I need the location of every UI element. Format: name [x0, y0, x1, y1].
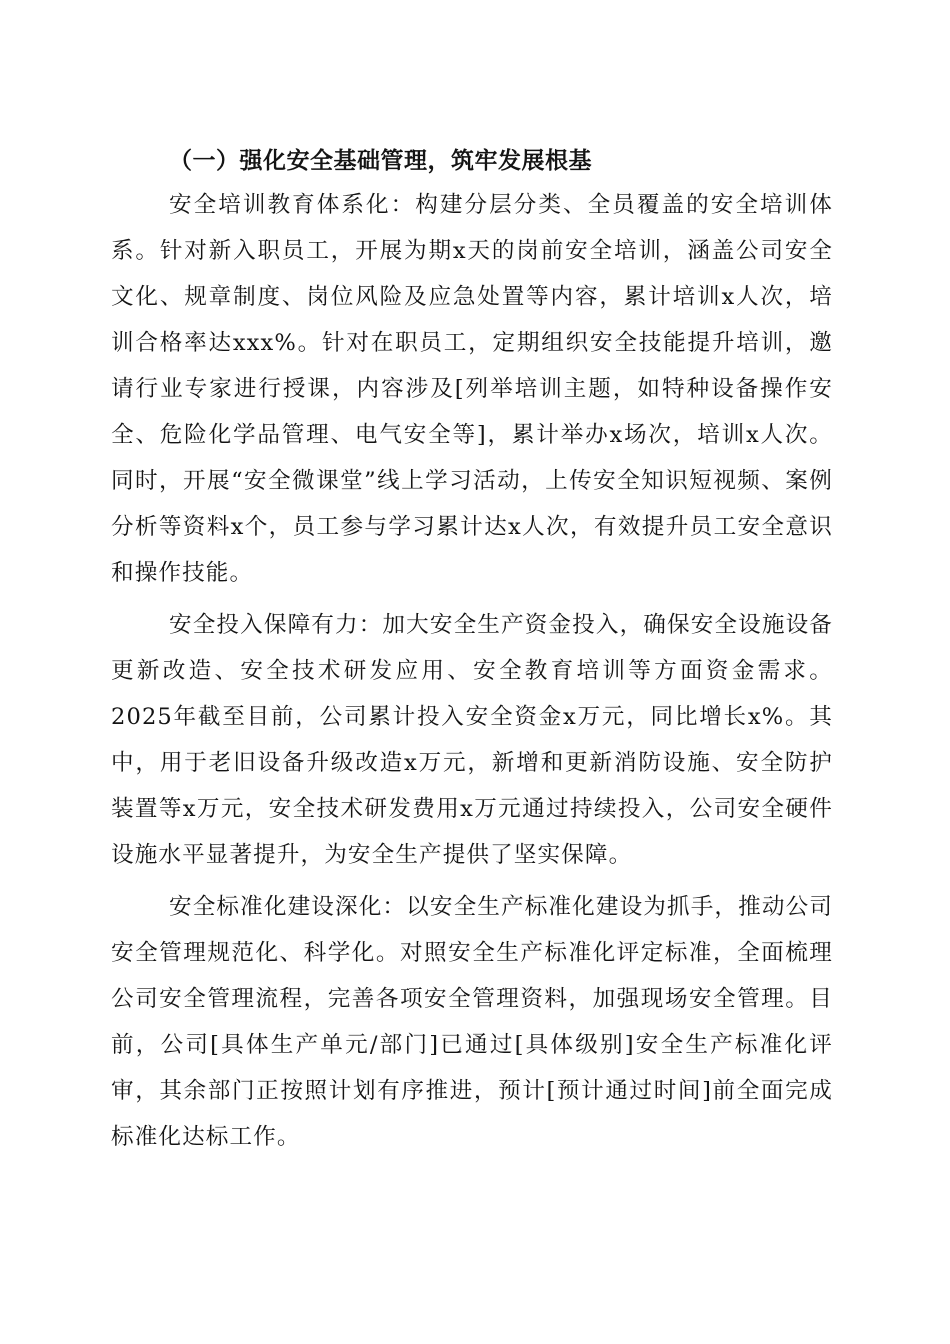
paragraph-safety-investment: 安全投入保障有力：加大安全生产资金投入，确保安全设施设备更新改造、安全技术研发应用、安全教育培训等方面资金需求。2025年截至目前，公司累计投入安全资金x万元，同比增长x%。其中，用于老旧设备升级改造x万元，新增和更新消防设施、安全防护装置等x万元，安全技术研发费用x万元通过持续投入，公司安全硬件设施水平显著提升，为安全生产提供了坚实保障。 — [111, 612, 833, 868]
document-body — [111, 143, 833, 1160]
section-heading: （一）强化安全基础管理，筑牢发展根基 — [169, 147, 592, 174]
paragraph-safety-standardization: 安全标准化建设深化：以安全生产标准化建设为抓手，推动公司安全管理规范化、科学化。对照安全生产标准化评定标准，全面梳理公司安全管理流程，完善各项安全管理资料，加强现场安全管理。目前，公司[具体生产单元/部门]已通过[具体级别]安全生产标准化评审，其余部门正按照计划有序推进，预计[预计通过时间]前全面完成标准化达标工作。 — [111, 894, 833, 1150]
paragraph-safety-training: 安全培训教育体系化：构建分层分类、全员覆盖的安全培训体系。针对新入职员工，开展为期x天的岗前安全培训，涵盖公司安全文化、规章制度、岗位风险及应急处置等内容，累计培训x人次，培训合格率达xxx%。针对在职员工，定期组织安全技能提升培训，邀请行业专家进行授课，内容涉及[列举培训主题，如特种设备操作安全、危险化学品管理、电气安全等]，累计举办x场次，培训x人次。同时，开展“安全微课堂”线上学习活动，上传安全知识短视频、案例分析等资料x个，员工参与学习累计达x人次，有效提升员工安全意识和操作技能。 — [111, 192, 833, 586]
